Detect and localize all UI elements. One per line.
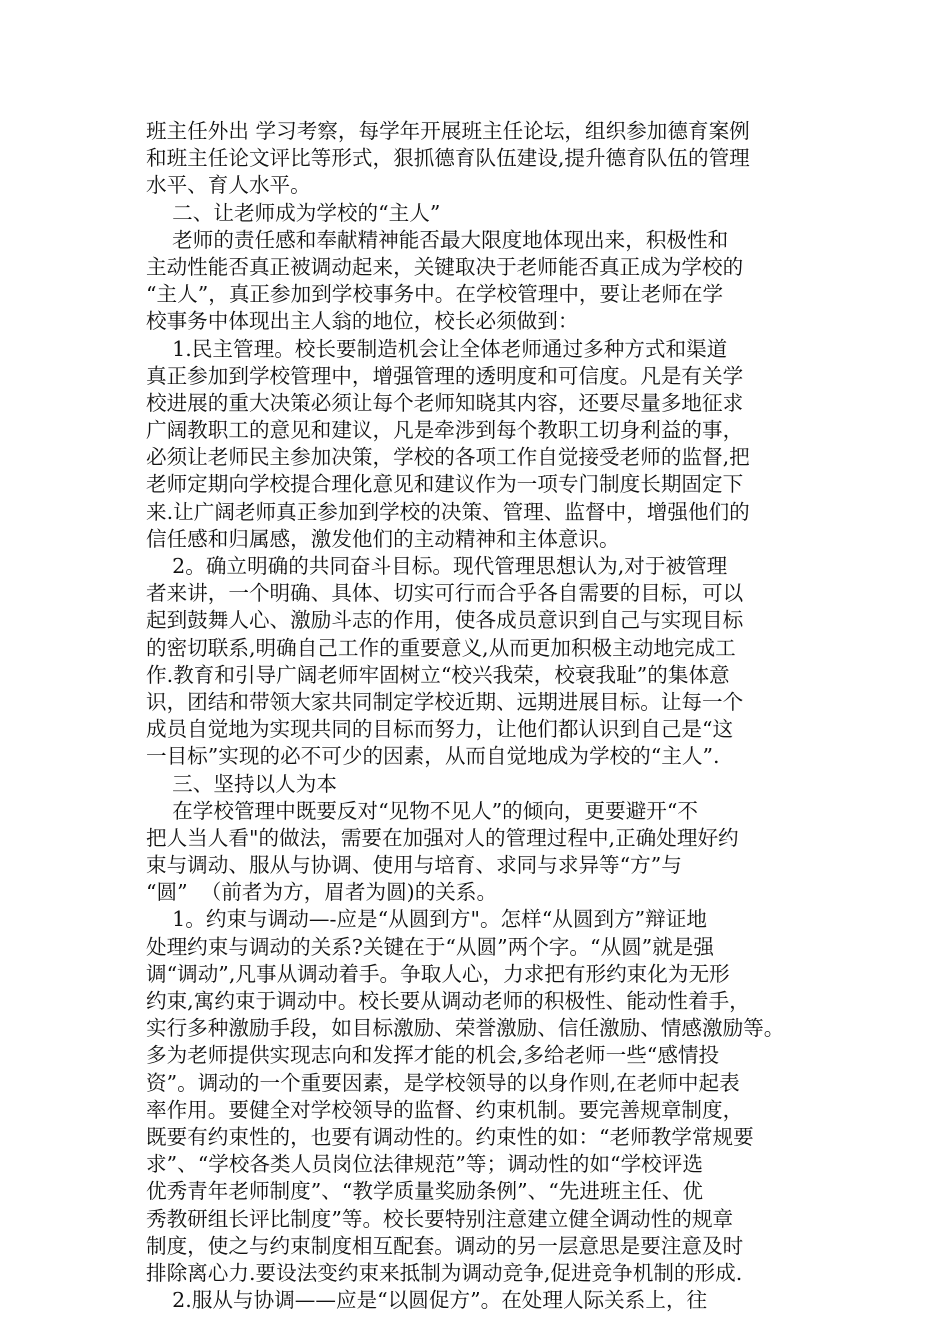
text-line: 成员自觉地为实现共同的目标而努力，让他们都认识到自己是“这	[146, 717, 734, 742]
text-line: 在学校管理中既要反对“见物不见人”的倾向，更要避开“不	[146, 798, 699, 823]
text-line: 和班主任论文评比等形式，狠抓德育队伍建设,提升德育队伍的管理	[146, 146, 750, 171]
text-line: 1.民主管理。校长要制造机会让全体老师通过多种方式和渠道	[146, 336, 728, 361]
text-line: 主动性能否真正被调动起来，关键取决于老师能否真正成为学校的	[146, 254, 744, 279]
text-line: 束与调动、服从与协调、使用与培育、求同与求异等“方”与	[146, 853, 682, 878]
text-line: 处理约束与调动的关系?关键在于“从圆”两个字。“从圆”就是强	[146, 934, 714, 959]
text-line: 把人当人看"的做法，需要在加强对人的管理过程中,正确处理好约	[146, 825, 739, 850]
text-line: 秀教研组长评比制度”等。校长要特别注意建立健全调动性的规章	[146, 1206, 734, 1231]
text-line: 约束,寓约束于调动中。校长要从调动老师的积极性、能动性着手，	[146, 989, 750, 1013]
text-line: 1。约束与调动—-应是“从圆到方"。怎样“从圆到方”辩证地	[146, 907, 707, 932]
text-line: 水平、育人水平。	[146, 173, 311, 198]
text-line: 识，团结和带领大家共同制定学校近期、远期进展目标。让每一个	[146, 689, 744, 714]
text-line: 2。确立明确的共同奋斗目标。现代管理思想认为,对于被管理	[146, 554, 728, 578]
text-line: 广阔教职工的意见和建议，凡是牵涉到每个教职工切身利益的事，	[146, 418, 744, 443]
text-line: “圆” （前者为方，眉者为圆)的关系。	[146, 880, 498, 905]
text-line: 制度，使之与约束制度相互配套。调动的另一层意思是要注意及时	[146, 1233, 744, 1258]
text-line: 的密切联系,明确自己工作的重要意义,从而更加积极主动地完成工	[146, 635, 736, 660]
text-line: 老师定期向学校提合理化意见和建议作为一项专门制度长期固定下	[146, 472, 744, 497]
text-line: 率作用。要健全对学校领导的监督、约束机制。要完善规章制度，	[146, 1097, 744, 1122]
text-line: 三、坚持以人为本	[146, 771, 337, 796]
text-line: 排除离心力.要设法变约束来抵制为调动竞争,促进竞争机制的形成.	[146, 1260, 743, 1285]
text-line: 求”、“学校各类人员岗位法律规范”等；调动性的如“学校评选	[146, 1152, 703, 1177]
document-body	[146, 118, 818, 1314]
text-line: 一目标”实现的必不可少的因素，从而自觉地成为学校的“主人”.	[146, 744, 720, 769]
text-line: 资”。调动的一个重要因素，是学校领导的以身作则,在老师中起表	[146, 1070, 740, 1095]
text-line: 起到鼓舞人心、激励斗志的作用，使各成员意识到自己与实现目标	[146, 608, 744, 633]
text-line: 老师的责任感和奉献精神能否最大限度地体现出来，积极性和	[146, 227, 729, 252]
text-line: 作.教育和引导广阔老师牢固树立“校兴我荣，校衰我耻”的集体意	[146, 662, 730, 687]
text-line: 优秀青年老师制度”、“教学质量奖励条例”、“先进班主任、优	[146, 1179, 703, 1204]
text-line: 既要有约束性的，也要有调动性的。约束性的如：“老师教学常规要	[146, 1124, 754, 1149]
text-line: 必须让老师民主参加决策，学校的各项工作自觉接受老师的监督,把	[146, 445, 750, 470]
text-line: 实行多种激励手段，如目标激励、荣誉激励、信任激励、情感激励等。	[146, 1016, 785, 1041]
text-line: 来.让广阔老师真正参加到学校的决策、管理、监督中，增强他们的	[146, 499, 750, 524]
text-line: 二、让老师成为学校的“主人”	[146, 200, 441, 225]
text-line: 校进展的重大决策必须让每个老师知晓其内容，还要尽量多地征求	[146, 390, 744, 415]
text-line: 者来讲，一个明确、具体、切实可行而合乎各自需要的目标，可以	[146, 581, 744, 606]
text-line: “主人”，真正参加到学校事务中。在学校管理中，要让老师在学	[146, 282, 724, 307]
text-line: 班主任外出 学习考察，每学年开展班主任论坛，组织参加德育案例	[146, 119, 750, 143]
text-line: 信任感和归属感，激发他们的主动精神和主体意识。	[146, 526, 620, 551]
text-line: 多为老师提供实现志向和发挥才能的机会,多给老师一些“感情投	[146, 1043, 720, 1068]
text-line: 2.服从与协调——应是“以圆促方”。在处理人际关系上，往	[146, 1288, 708, 1313]
text-line: 调“调动”,凡事从调动着手。争取人心，力求把有形约束化为无形	[146, 961, 730, 986]
text-line: 真正参加到学校管理中，增强管理的透明度和可信度。凡是有关学	[146, 363, 744, 388]
text-line: 校事务中体现出主人翁的地位，校长必须做到：	[146, 309, 579, 334]
